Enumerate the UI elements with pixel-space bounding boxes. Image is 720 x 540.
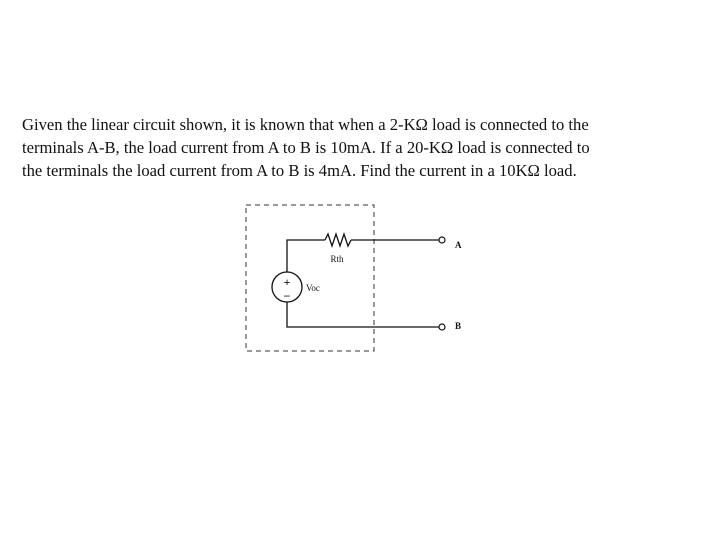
network-boundary-box	[246, 205, 374, 351]
bottom-wire	[287, 302, 439, 327]
resistor-label: Rth	[330, 254, 344, 264]
problem-line-3: the terminals the load current from A to B is 4mA. Find the current in a 10KΩ load.	[22, 161, 577, 180]
problem-line-2: terminals A-B, the load current from A to B is 10mA. If a 20-KΩ load is connected to	[22, 138, 590, 157]
terminal-b-node	[439, 324, 445, 330]
top-left-wire	[287, 240, 325, 272]
problem-line-1: Given the linear circuit shown, it is known that when a 2-KΩ load is connected to the	[22, 115, 589, 134]
source-plus-sign: +	[283, 275, 291, 289]
resistor-rth	[325, 234, 351, 246]
terminal-b-label: B	[455, 321, 462, 331]
terminal-a-label: A	[455, 240, 462, 250]
source-minus-sign: −	[283, 289, 291, 303]
terminal-a-node	[439, 237, 445, 243]
source-label: Voc	[306, 283, 320, 293]
